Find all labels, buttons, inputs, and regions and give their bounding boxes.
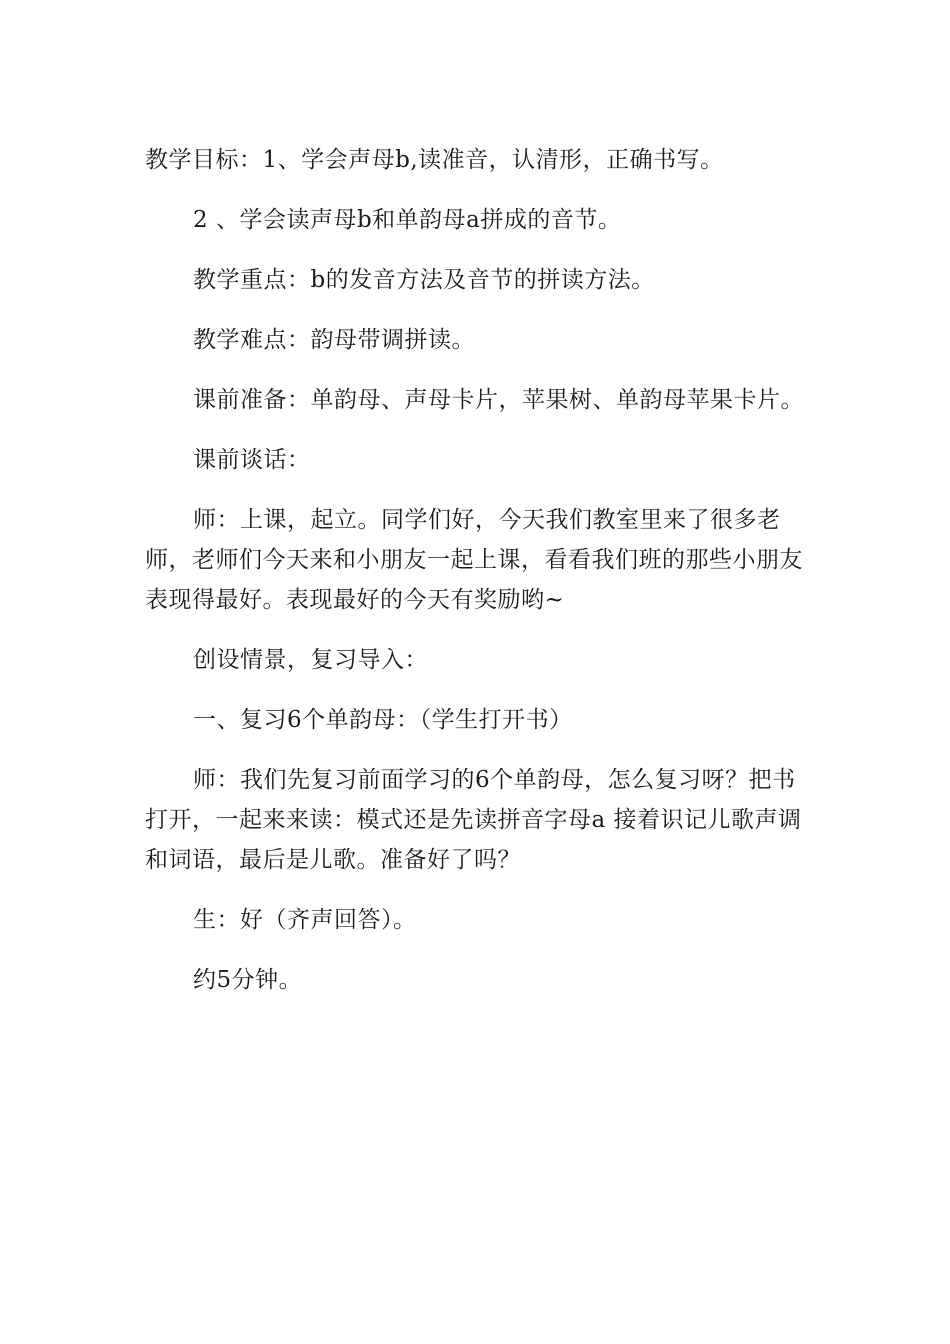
paragraph-objective-1: 教学目标：1、学会声母b,读准音，认清形，正确书写。 (145, 147, 724, 173)
paragraph-teacher-greeting: 师：上课，起立。同学们好，今天我们教室里来了很多老师，老师们今天来和小朋友一起上课，看看我们班的那些小朋友表现得最好。表现最好的今天有奖励哟~ (145, 507, 803, 613)
paragraph-student-answer: 生：好（齐声回答）。 (193, 907, 417, 933)
paragraph-preparation: 课前准备：单韵母、声母卡片，苹果树、单韵母苹果卡片。 (193, 387, 804, 413)
paragraph-teacher-review: 师：我们先复习前面学习的6个单韵母，怎么复习呀？把书打开，一起来来读：模式还是先读拼音字母a 接着识记儿歌声调和词语，最后是儿歌。准备好了吗？ (145, 767, 802, 873)
paragraph-difficulty: 教学难点：韵母带调拼读。 (193, 327, 475, 353)
paragraph-pre-class-talk: 课前谈话： (193, 447, 311, 473)
paragraph-scenario-intro: 创设情景，复习导入： (193, 647, 428, 673)
paragraph-key-point: 教学重点：b的发音方法及音节的拼读方法。 (193, 267, 655, 293)
paragraph-duration: 约5分钟。 (193, 967, 303, 993)
document-body (145, 140, 810, 1020)
paragraph-review-heading: 一、复习6个单韵母：（学生打开书） (193, 707, 573, 733)
paragraph-objective-2: 2 、学会读声母b和单韵母a拼成的音节。 (193, 207, 622, 233)
